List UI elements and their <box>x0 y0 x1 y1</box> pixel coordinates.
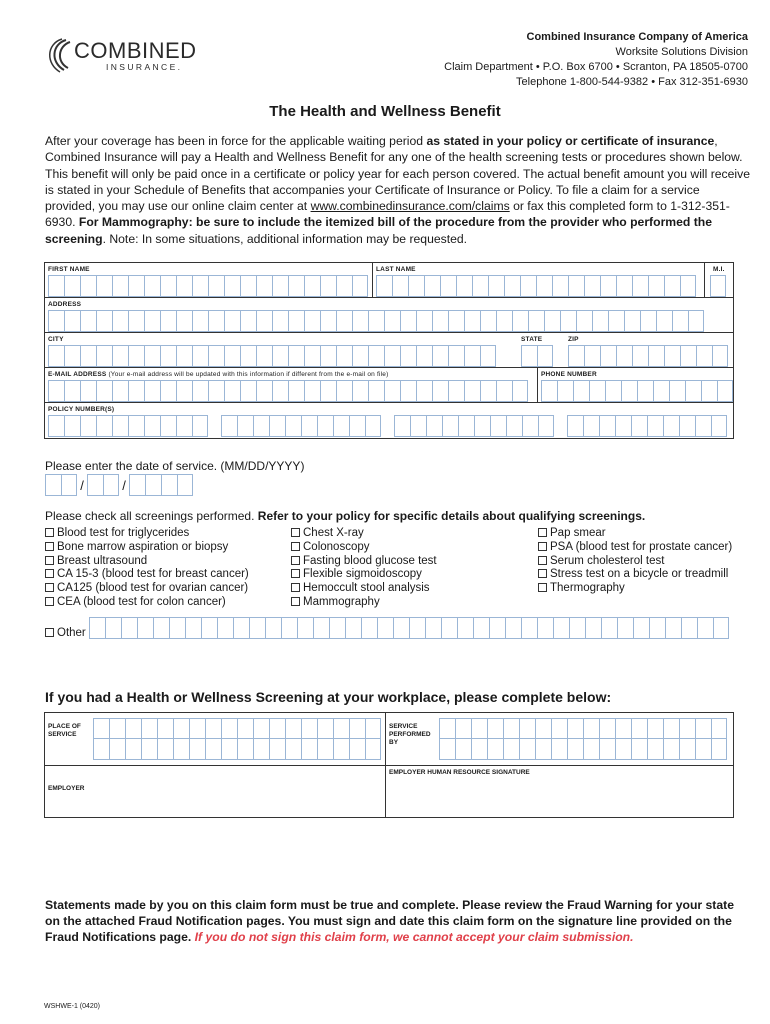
screening-label: Colonoscopy <box>303 540 370 553</box>
screening-label: CA125 (blood test for ovarian cancer) <box>57 582 249 595</box>
screening-checkbox[interactable] <box>291 569 300 578</box>
date-of-service-field[interactable] <box>45 474 193 496</box>
mi-field[interactable] <box>710 275 726 297</box>
state-field[interactable] <box>521 345 553 367</box>
page-title: The Health and Wellness Benefit <box>269 103 501 120</box>
logo-swoosh-icon <box>44 36 74 76</box>
screening-checkbox[interactable] <box>538 556 547 565</box>
screening-checkbox[interactable] <box>45 569 54 578</box>
screening-checkbox[interactable] <box>45 597 54 606</box>
screening-label: Pap smear <box>550 527 606 539</box>
policy-field-3[interactable] <box>394 415 554 437</box>
screening-label: Hemoccult stool analysis <box>303 582 430 595</box>
screening-checkbox[interactable] <box>538 583 547 592</box>
zip-field[interactable] <box>568 345 728 367</box>
screening-option[interactable] <box>538 568 732 582</box>
first-name-label: FIRST NAME <box>48 266 90 273</box>
screening-label: Chest X-ray <box>303 527 364 539</box>
intro-bold: as stated in your policy or certificate of insurance <box>426 134 715 148</box>
screening-label: Blood test for triglycerides <box>57 527 190 539</box>
screening-option[interactable] <box>538 582 732 596</box>
hr-signature-label: EMPLOYER HUMAN RESOURCE SIGNATURE <box>389 769 530 776</box>
policy-field-4[interactable] <box>567 415 727 437</box>
city-field[interactable] <box>48 345 496 367</box>
screening-checkbox[interactable] <box>291 597 300 606</box>
last-name-field[interactable] <box>376 275 696 297</box>
screening-checkbox[interactable] <box>291 528 300 537</box>
screening-option[interactable] <box>45 527 249 541</box>
place-of-service-field[interactable] <box>93 718 381 760</box>
last-name-label: LAST NAME <box>376 266 416 273</box>
screening-checkbox[interactable] <box>538 542 547 551</box>
screening-label: PSA (blood test for prostate cancer) <box>550 540 733 553</box>
policy-row <box>45 403 733 438</box>
email-field[interactable] <box>48 380 528 402</box>
company-name: Combined Insurance Company of America <box>526 31 748 43</box>
logo-wordmark: COMBINED <box>74 38 197 63</box>
intro-text: , Combined Insurance will pay a Health and Wellness Benefit for any one of the health screening tests or procedures shown below. This benefit will only be paid once in a certificate or policy year for each person covered. The actual benefit amount you will receive is stated in your Schedule of Benefits that accompanies your Certificate of Insurance or Policy. To file a claim for a service provided, you may use our online claim center at <box>45 134 750 214</box>
company-phone: Telephone 1-800-544-9382 • Fax 312-351-6930 <box>516 76 748 88</box>
intro-paragraph <box>45 133 750 247</box>
company-info <box>444 30 748 90</box>
screening-option[interactable] <box>538 541 732 555</box>
claimant-form <box>44 262 734 439</box>
screening-checkbox[interactable] <box>291 542 300 551</box>
state-label: STATE <box>521 336 543 343</box>
intro-text: . Note: In some situations, additional information may be requested. <box>102 231 468 246</box>
screening-label: Bone marrow aspiration or biopsy <box>57 540 229 553</box>
screening-label: CEA (blood test for colon cancer) <box>57 595 226 608</box>
screening-checkbox[interactable] <box>45 542 54 551</box>
screening-checkbox[interactable] <box>291 556 300 565</box>
screening-option[interactable] <box>538 555 732 569</box>
name-row <box>45 263 733 298</box>
other-option[interactable] <box>45 627 86 639</box>
city-label: CITY <box>48 336 64 343</box>
email-label: E-MAIL ADDRESS (Your e-mail address will be updated with this information if different from the e-mail on file) <box>48 371 389 378</box>
date-label: Please enter the date of service. (MM/DD/YYYY) <box>45 459 305 473</box>
company-logo <box>44 36 214 76</box>
address-label: ADDRESS <box>48 301 82 308</box>
screening-option[interactable] <box>291 541 437 555</box>
policy-field-1[interactable] <box>48 415 208 437</box>
screening-option[interactable] <box>45 555 249 569</box>
screening-option[interactable] <box>291 582 437 596</box>
screening-option[interactable] <box>45 596 249 610</box>
screening-checkbox[interactable] <box>45 556 54 565</box>
claims-link[interactable]: www.combinedinsurance.com/claims <box>310 199 510 214</box>
screenings-label: Please check all screenings performed. Refer to your policy for specific details about qualifying screenings. <box>45 509 646 523</box>
screening-checkbox[interactable] <box>538 528 547 537</box>
screening-option[interactable] <box>538 527 732 541</box>
screening-option[interactable] <box>45 582 249 596</box>
screening-option[interactable] <box>45 541 249 555</box>
company-address: Claim Department • P.O. Box 6700 • Scranton, PA 18505-0700 <box>444 61 748 73</box>
phone-field[interactable] <box>541 380 733 402</box>
workplace-form <box>44 712 734 818</box>
place-of-service-label: PLACE OF SERVICE <box>48 723 81 738</box>
date-separator: / <box>122 477 126 493</box>
phone-label: PHONE NUMBER <box>541 371 597 378</box>
address-row <box>45 298 733 333</box>
other-field[interactable] <box>89 617 729 639</box>
screening-checkbox[interactable] <box>45 528 54 537</box>
screening-label: Serum cholesterol test <box>550 554 665 567</box>
screening-label: CA 15-3 (blood test for breast cancer) <box>57 568 249 581</box>
screening-label: Flexible sigmoidoscopy <box>303 568 422 581</box>
screening-option[interactable] <box>291 555 437 569</box>
address-field[interactable] <box>48 310 704 332</box>
screening-label: Stress test on a bicycle or treadmill <box>550 568 729 581</box>
service-performed-by-label: SERVICE PERFORMED BY <box>389 723 431 746</box>
workplace-title: If you had a Health or Wellness Screening at your workplace, please complete below: <box>45 689 612 705</box>
policy-label: POLICY NUMBER(S) <box>48 406 115 413</box>
city-row <box>45 333 733 368</box>
screenings-col-1 <box>45 527 249 610</box>
other-checkbox[interactable] <box>45 628 54 637</box>
screening-label: Fasting blood glucose test <box>303 554 437 567</box>
screening-option[interactable] <box>291 596 437 610</box>
employer-label: EMPLOYER <box>48 785 85 792</box>
screening-checkbox[interactable] <box>538 569 547 578</box>
logo-subtext: INSURANCE. <box>106 62 183 72</box>
first-name-field[interactable] <box>48 275 368 297</box>
screening-option[interactable] <box>291 568 437 582</box>
screening-label: Thermography <box>550 582 625 595</box>
other-label: Other <box>57 627 86 639</box>
company-division: Worksite Solutions Division <box>615 46 748 58</box>
screening-option[interactable] <box>45 568 249 582</box>
screenings-col-2 <box>291 527 437 610</box>
signature-warning: If you do not sign this claim form, we cannot accept your claim submission. <box>194 930 634 944</box>
intro-text: After your coverage has been in force for the applicable waiting period <box>45 134 427 148</box>
intro-bold: For Mammography: be sure to include the itemized bill of the procedure from the provider who performed the screening <box>45 215 713 246</box>
policy-field-2[interactable] <box>221 415 381 437</box>
date-separator: / <box>80 477 84 493</box>
screening-checkbox[interactable] <box>291 583 300 592</box>
fraud-statement: Statements made by you on this claim form must be true and complete. Please review the Fraud Warning for your state on the attached Fraud Notification pages. You must sign and date this claim form on the signature line provided on the Fraud Notifications page. If you do not sign this claim form, we cannot accept your claim submission. <box>45 898 734 944</box>
screening-label: Mammography <box>303 595 380 608</box>
service-performed-by-field[interactable] <box>439 718 727 760</box>
form-code: WSHWE-1 (0420) <box>44 1003 101 1010</box>
email-row <box>45 368 733 403</box>
mi-label: M.I. <box>713 266 725 273</box>
screening-checkbox[interactable] <box>45 583 54 592</box>
screening-label: Breast ultrasound <box>57 554 148 567</box>
intro-text: or fax this completed form to 1-312-351-6930. <box>45 199 730 230</box>
screening-option[interactable] <box>291 527 437 541</box>
screenings-col-3 <box>538 527 732 596</box>
zip-label: ZIP <box>568 336 579 343</box>
